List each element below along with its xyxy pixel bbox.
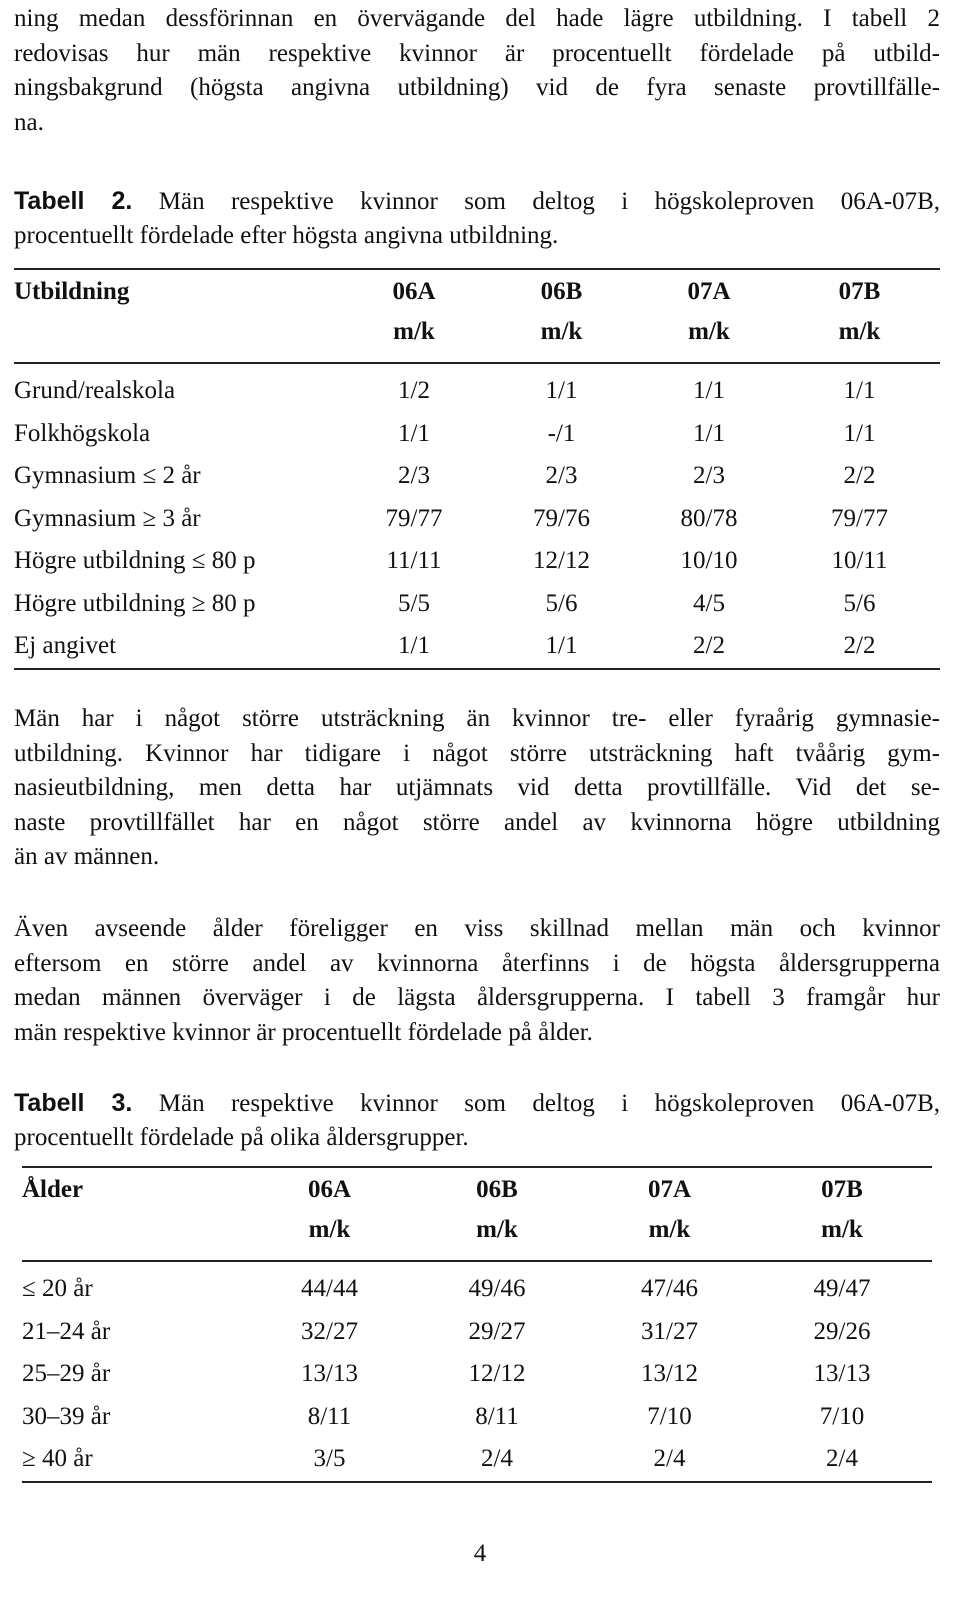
education-table: [14, 270, 940, 668]
table2-caption: [14, 184, 940, 253]
intro-paragraph: [14, 2, 940, 140]
greater-equal-symbol: ≥: [191, 589, 206, 617]
row-label-text: Högre utbildning: [14, 589, 192, 617]
table-cell: -/1: [547, 419, 576, 447]
column-subheader: m/k: [752, 1216, 932, 1261]
column-subheader: m/k: [252, 1216, 407, 1261]
table-cell: 2/3: [693, 462, 725, 490]
table-cell: 47/46: [641, 1275, 698, 1303]
table-cell: 7/10: [647, 1402, 692, 1430]
table-cell: 2/2: [843, 462, 876, 490]
row-label: [22, 1261, 252, 1311]
table2-bottom-rule: [14, 668, 940, 670]
row-label: [22, 1396, 252, 1439]
row-label: [22, 1353, 252, 1396]
table-cell: 7/10: [819, 1402, 865, 1430]
table-cell: 80/78: [680, 504, 738, 532]
text-line: utbildning. Kvinnor har tidigare i något större utsträckning haft tvåårig gym-: [14, 739, 940, 767]
column-header: 06A: [307, 1176, 352, 1203]
table-row: [22, 1438, 932, 1481]
table-cell: 31/27: [641, 1317, 698, 1345]
text-line: eftersom en större andel av kvinnorna återfinns i de högsta åldersgrupperna: [14, 949, 940, 977]
row-label-text: Folkhögskola: [14, 419, 151, 447]
row-label: [14, 455, 344, 498]
text-line: än av männen.: [14, 843, 160, 870]
table-cell: 49/47: [813, 1275, 871, 1303]
less-equal-symbol: ≤: [22, 1275, 36, 1303]
row-label-text: 25–29 år: [22, 1360, 111, 1388]
table-row: [14, 583, 940, 626]
table2-caption-label: Tabell 2.: [14, 187, 133, 215]
text-line: medan männen överväger i de lägsta åldersgrupperna. I tabell 3 framgår hur: [14, 984, 940, 1011]
table2-caption-text: Män respektive kvinnor som deltog i högskoleproven 06A-07B,: [158, 188, 941, 215]
table-cell: 3/5: [313, 1445, 346, 1473]
column-header: 06B: [476, 1176, 518, 1203]
text-line: Även avseende ålder föreligger en viss skillnad mellan män och kvinnor: [14, 915, 940, 942]
age-table: [22, 1168, 932, 1481]
paragraph-age: [14, 912, 940, 1050]
table-cell: 1/1: [398, 419, 430, 447]
table-cell: 2/2: [843, 632, 876, 660]
table-cell: 8/11: [475, 1402, 519, 1430]
less-equal-symbol: ≤: [142, 462, 157, 490]
table-cell: 2/3: [398, 462, 430, 490]
column-header: 06B: [540, 278, 583, 305]
column-subheader: m/k: [344, 318, 484, 363]
table-cell: 4/5: [693, 589, 725, 617]
table-cell: 1/1: [545, 632, 578, 660]
column-header: 06A: [392, 278, 436, 305]
table-cell: 11/11: [386, 547, 442, 575]
row-label: [22, 1311, 252, 1354]
table-row: [22, 1396, 932, 1439]
table-cell: 12/12: [533, 547, 590, 575]
table3-caption-text: Män respektive kvinnor som deltog i högskoleproven 06A-07B,: [158, 1090, 941, 1117]
table-cell: 79/77: [385, 504, 443, 532]
row-label-text: 30–39 år: [22, 1402, 111, 1430]
table-cell: 5/6: [545, 589, 578, 617]
table-cell: 1/1: [693, 419, 725, 447]
table-cell: 29/26: [813, 1317, 871, 1345]
table-cell: 2/4: [481, 1445, 513, 1473]
table-cell: 1/1: [693, 377, 725, 405]
table-row: [14, 455, 940, 498]
column-header: 07B: [838, 278, 881, 305]
table3-caption-text-2: procentuellt fördelade på olika åldersgrupper.: [14, 1124, 469, 1151]
table-row: [14, 413, 940, 456]
row-label-text: 40 år: [35, 1445, 93, 1473]
table-cell: 1/1: [843, 377, 876, 405]
greater-equal-symbol: ≥: [142, 504, 157, 532]
table-cell: 79/76: [533, 504, 590, 532]
row-label-text: Gymnasium: [14, 504, 143, 532]
table-row: [22, 1311, 932, 1354]
table3-container: [22, 1166, 932, 1483]
table-cell: 5/6: [843, 589, 876, 617]
table-cell: 2/3: [545, 462, 578, 490]
text-line: ning medan dessförinnan en övervägande del hade lägre utbildning. I tabell 2: [14, 5, 940, 32]
row-label-text: 20 år: [35, 1275, 93, 1303]
column-subheader: m/k: [407, 1216, 587, 1261]
column-header: Ålder: [22, 1176, 84, 1203]
table-cell: 13/13: [301, 1360, 358, 1388]
table-cell: 49/46: [468, 1275, 526, 1303]
row-label: [14, 625, 344, 668]
table-cell: 29/27: [468, 1317, 526, 1345]
row-label-suffix: 80 p: [205, 547, 256, 575]
column-header: 07A: [687, 278, 731, 305]
column-subheader: [14, 318, 344, 363]
table3-caption-label: Tabell 3.: [14, 1089, 133, 1117]
table-row: [14, 625, 940, 668]
row-label-text: Grund/realskola: [14, 377, 176, 405]
table-cell: 79/77: [831, 504, 888, 532]
table3-bottom-rule: [22, 1481, 932, 1483]
row-label-suffix: 2 år: [156, 462, 201, 490]
table-cell: 10/11: [831, 547, 888, 575]
row-label: [14, 413, 344, 456]
column-header: 07A: [647, 1176, 692, 1203]
table-cell: 12/12: [468, 1360, 526, 1388]
row-label-suffix: 3 år: [156, 504, 201, 532]
row-label: [22, 1438, 252, 1481]
column-subheader: m/k: [587, 1216, 752, 1261]
table-cell: 13/13: [813, 1360, 871, 1388]
table-cell: 2/4: [653, 1445, 686, 1473]
greater-equal-symbol: ≥: [22, 1445, 36, 1473]
row-label-text: Ej angivet: [14, 632, 117, 660]
table-row: [22, 1261, 932, 1311]
table2-container: [14, 268, 940, 670]
row-label: [14, 583, 344, 626]
table-cell: 44/44: [301, 1275, 358, 1303]
row-label-text: Högre utbildning: [14, 547, 192, 575]
table-cell: 32/27: [301, 1317, 358, 1345]
table-cell: 13/12: [641, 1360, 698, 1388]
table-cell: 1/1: [843, 419, 876, 447]
text-line: naste provtillfället har en något större andel av kvinnorna högre utbildning: [14, 808, 940, 836]
text-line: Män har i något större utsträckning än kvinnor tre- eller fyraårig gymnasie-: [14, 705, 940, 732]
table-cell: 2/4: [826, 1445, 858, 1473]
row-label: [14, 363, 344, 413]
row-label: [14, 498, 344, 541]
text-line: män respektive kvinnor är procentuellt fördelade på ålder.: [14, 1018, 593, 1046]
text-line: redovisas hur män respektive kvinnor är procentuellt fördelade på utbild-: [14, 39, 940, 67]
table-cell: 2/2: [693, 632, 725, 660]
paragraph-education: [14, 702, 940, 875]
table-row: [14, 363, 940, 413]
table-row: [22, 1353, 932, 1396]
column-subheader: m/k: [779, 318, 940, 363]
table-cell: 1/1: [545, 377, 578, 405]
text-line: nasieutbildning, men detta har utjämnats vid detta provtillfälle. Vid det se-: [14, 774, 940, 801]
column-subheader: m/k: [639, 318, 779, 363]
row-label-suffix: 80 p: [205, 589, 256, 617]
table3-caption: [14, 1086, 940, 1155]
text-line: ningsbakgrund (högsta angivna utbildning) vid de fyra senaste provtillfälle-: [14, 74, 940, 101]
table2-caption-text-2: procentuellt fördelade efter högsta angivna utbildning.: [14, 222, 559, 249]
row-label-text: 21–24 år: [22, 1317, 111, 1345]
less-equal-symbol: ≤: [191, 547, 206, 575]
table-cell: 1/2: [398, 377, 430, 405]
table-row: [14, 540, 940, 583]
table-cell: 5/5: [398, 589, 430, 617]
table-cell: 1/1: [398, 632, 430, 660]
row-label: [14, 540, 344, 583]
table-row: [14, 498, 940, 541]
text-line: na.: [14, 108, 44, 136]
column-subheader: m/k: [484, 318, 639, 363]
column-subheader: [22, 1216, 252, 1261]
table-cell: 10/10: [680, 547, 738, 575]
column-header: Utbildning: [14, 278, 130, 305]
table-cell: 8/11: [307, 1402, 352, 1430]
row-label-text: Gymnasium: [14, 462, 143, 490]
page-number: 4: [473, 1540, 487, 1567]
column-header: 07B: [821, 1176, 863, 1203]
